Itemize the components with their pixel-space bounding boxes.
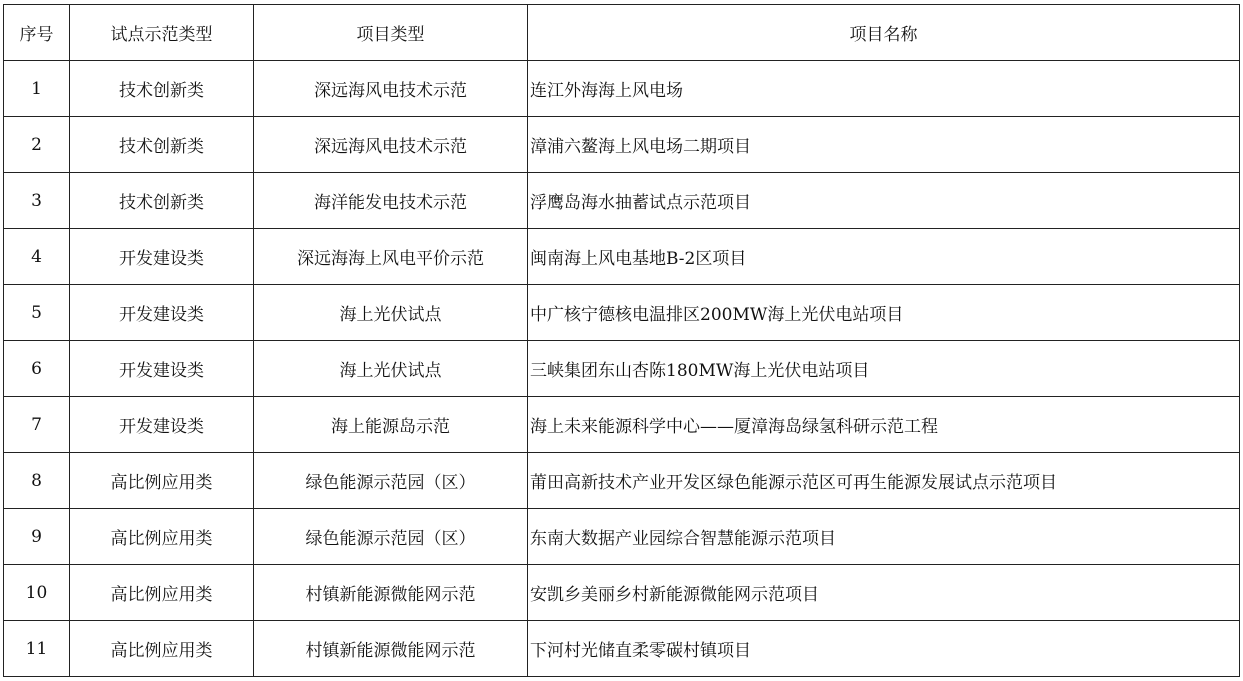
- cell-type: 村镇新能源微能网示范: [254, 565, 528, 621]
- cell-num: 3: [4, 173, 70, 229]
- cell-type: 深远海风电技术示范: [254, 117, 528, 173]
- cell-name: 海上未来能源科学中心——厦漳海岛绿氢科研示范工程: [528, 397, 1240, 453]
- table-row: [4, 341, 1240, 397]
- cell-category: 技术创新类: [70, 61, 254, 117]
- cell-category: 开发建设类: [70, 341, 254, 397]
- cell-type: 海上光伏试点: [254, 341, 528, 397]
- cell-category: 开发建设类: [70, 285, 254, 341]
- cell-type: 绿色能源示范园（区）: [254, 453, 528, 509]
- cell-type: 海上能源岛示范: [254, 397, 528, 453]
- cell-category: 高比例应用类: [70, 621, 254, 677]
- cell-category: 开发建设类: [70, 397, 254, 453]
- cell-type: 海洋能发电技术示范: [254, 173, 528, 229]
- cell-type: 绿色能源示范园（区）: [254, 509, 528, 565]
- header-name: 项目名称: [528, 5, 1240, 61]
- header-category: 试点示范类型: [70, 5, 254, 61]
- cell-name: 下河村光储直柔零碳村镇项目: [528, 621, 1240, 677]
- cell-name: 浮鹰岛海水抽蓄试点示范项目: [528, 173, 1240, 229]
- table-row: [4, 61, 1240, 117]
- cell-name: 连江外海海上风电场: [528, 61, 1240, 117]
- cell-category: 高比例应用类: [70, 565, 254, 621]
- cell-name: 三峡集团东山杏陈180MW海上光伏电站项目: [528, 341, 1240, 397]
- header-num: 序号: [4, 5, 70, 61]
- cell-num: 7: [4, 397, 70, 453]
- cell-type: 深远海风电技术示范: [254, 61, 528, 117]
- table-row: [4, 397, 1240, 453]
- table-row: [4, 117, 1240, 173]
- cell-type: 海上光伏试点: [254, 285, 528, 341]
- cell-name: 东南大数据产业园综合智慧能源示范项目: [528, 509, 1240, 565]
- cell-type: 深远海海上风电平价示范: [254, 229, 528, 285]
- cell-num: 6: [4, 341, 70, 397]
- cell-num: 8: [4, 453, 70, 509]
- cell-num: 9: [4, 509, 70, 565]
- cell-num: 4: [4, 229, 70, 285]
- table-row: [4, 621, 1240, 677]
- table-row: [4, 565, 1240, 621]
- cell-type: 村镇新能源微能网示范: [254, 621, 528, 677]
- cell-name: 莆田高新技术产业开发区绿色能源示范区可再生能源发展试点示范项目: [528, 453, 1240, 509]
- cell-category: 技术创新类: [70, 117, 254, 173]
- cell-category: 技术创新类: [70, 173, 254, 229]
- cell-num: 2: [4, 117, 70, 173]
- cell-category: 开发建设类: [70, 229, 254, 285]
- header-type: 项目类型: [254, 5, 528, 61]
- cell-name: 漳浦六鳌海上风电场二期项目: [528, 117, 1240, 173]
- cell-category: 高比例应用类: [70, 509, 254, 565]
- table-row: [4, 453, 1240, 509]
- cell-name: 安凯乡美丽乡村新能源微能网示范项目: [528, 565, 1240, 621]
- cell-num: 5: [4, 285, 70, 341]
- cell-num: 11: [4, 621, 70, 677]
- cell-name: 闽南海上风电基地B-2区项目: [528, 229, 1240, 285]
- cell-num: 10: [4, 565, 70, 621]
- table-row: [4, 285, 1240, 341]
- table-row: [4, 173, 1240, 229]
- cell-name: 中广核宁德核电温排区200MW海上光伏电站项目: [528, 285, 1240, 341]
- cell-category: 高比例应用类: [70, 453, 254, 509]
- table-row: [4, 509, 1240, 565]
- table-body: [4, 61, 1240, 677]
- cell-num: 1: [4, 61, 70, 117]
- table-row: [4, 229, 1240, 285]
- table-header-row: [4, 5, 1240, 61]
- projects-table: [3, 4, 1240, 677]
